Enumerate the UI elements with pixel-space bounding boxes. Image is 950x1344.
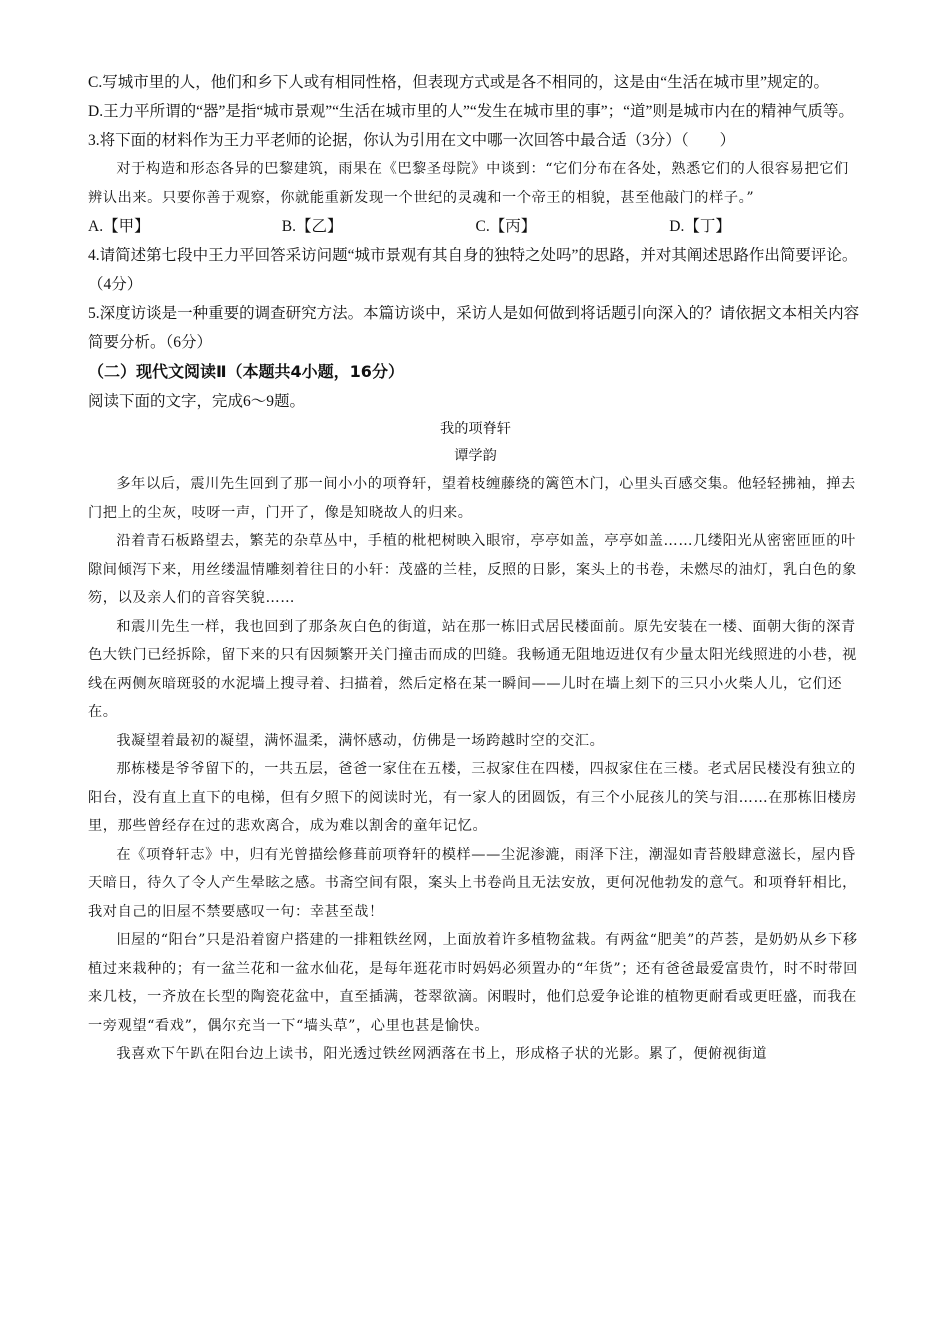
question-4: 4.请简述第七段中王力平回答采访问题“城市景观有其自身的独特之处吗”的思路，并对其阐述思路作出简要评论。（4分） xyxy=(88,247,858,293)
question-3-stem: 3.将下面的材料作为王力平老师的论据，你认为引用在文中哪一次回答中最合适（3分）（ ） xyxy=(88,132,736,149)
question-2-option-d: D.王力平所谓的“器”是指“城市景观”“生活在城市里的人”“发生在城市里的事”；“道”则是城市内在的精神气质等。 xyxy=(88,103,854,120)
question-3-material: 对于构造和形态各异的巴黎建筑，雨果在《巴黎圣母院》中谈到：“它们分布在各处，熟悉它们的人很容易把它们辨认出来。只要你善于观察，你就能重新发现一个世纪的灵魂和一个帝王的相貌，甚至他敲门的样子。” xyxy=(88,161,849,206)
option-b: B.【乙】 xyxy=(281,218,343,235)
article-paragraph: 我凝望着最初的凝望，满怀温柔，满怀感动，仿佛是一场跨越时空的交汇。 xyxy=(116,732,605,749)
article-paragraph: 和震川先生一样，我也回到了那条灰白色的街道，站在那一栋旧式居民楼面前。原先安装在一楼、面朝大街的深青色大铁门已经拆除，留下来的只有因频繁开关门撞击而成的凹缝。我畅通无阻地迈进仅有少量太阳光线照进的小巷，视线在两侧灰暗斑驳的水泥墙上搜寻着、扫描着，然后定格在某一瞬间——儿时在墙上刻下的三只小火柴人儿，它们还在。 xyxy=(88,618,857,720)
article-author: 谭学韵 xyxy=(454,448,497,464)
question-2-option-c: C.写城市里的人，他们和乡下人或有相同性格，但表现方式或是各不相同的，这是由“生活在城市里”规定的。 xyxy=(88,74,829,91)
option-a: A.【甲】 xyxy=(88,218,150,235)
article-paragraph: 沿着青石板路望去，繁芜的杂草丛中，手植的枇杷树映入眼帘，亭亭如盖，亭亭如盖……几缕阳光从密密匝匝的叶隙间倾泻下来，用丝缕温情雕刻着往日的小轩：茂盛的兰桂，反照的日影，案头上的书卷，未燃尽的油灯，乳白色的象笏，以及亲人们的音容笑貌…… xyxy=(88,533,857,606)
article-paragraph: 我喜欢下午趴在阳台边上读书，阳光透过铁丝网洒落在书上，形成格子状的光影。累了，便俯视街道 xyxy=(116,1046,768,1062)
option-c: C.【丙】 xyxy=(475,218,537,235)
section-heading: （二）现代文阅读Ⅱ（本题共4小题，16分） xyxy=(88,362,404,381)
article-title: 我的项脊轩 xyxy=(440,421,511,437)
article-paragraph: 那栋楼是爷爷留下的，一共五层，爸爸一家住在五楼，三叔家住在四楼，四叔家住在三楼。老式居民楼没有独立的阳台，没有直上直下的电梯，但有夕照下的阅读时光，有一家人的团圆饭，有三个小屁孩儿的笑与泪……在那栋旧楼房里，那些曾经存在过的悲欢离合，成为难以割舍的童年记忆。 xyxy=(88,761,857,834)
article-body xyxy=(88,470,863,1069)
option-d: D.【丁】 xyxy=(669,218,731,235)
article-paragraph: 多年以后，震川先生回到了那一间小小的项脊轩，望着枝缠藤绕的篱笆木门，心里头百感交集。他轻轻拂袖，掸去门把上的尘灰，吱呀一声，门开了，像是知晓故人的归来。 xyxy=(88,476,856,521)
article-paragraph: 在《项脊轩志》中，归有光曾描绘修葺前项脊轩的模样——尘泥渗漉，雨泽下注，潮湿如青苔般肆意滋长，屋内昏天暗日，待久了令人产生晕眩之感。书斋空间有限，案头上书卷尚且无法安放，更何况他勃发的意气。和项脊轩相比，我对自己的旧屋不禁要感叹一句：幸甚至哉！ xyxy=(88,846,857,920)
question-3-options xyxy=(88,212,863,241)
exam-page xyxy=(88,68,863,1069)
section-instruction: 阅读下面的文字，完成6～9题。 xyxy=(88,393,306,410)
article-paragraph: 旧屋的“阳台”只是沿着窗户搭建的一排粗铁丝网，上面放着许多植物盆栽。有两盆“肥美”的芦荟，是奶奶从乡下移植过来栽种的；有一盆兰花和一盆水仙花，是每年逛花市时妈妈必须置办的“年货”；还有爸爸最爱富贵竹，时不时带回来几枝，一齐放在长型的陶瓷花盆中，直至插满，苍翠欲滴。闲暇时，他们总爱争论谁的植物更耐看或更旺盛，而我在一旁观望“看戏”，偶尔充当一下“墙头草”，心里也甚是愉快。 xyxy=(88,932,858,1034)
question-5: 5.深度访谈是一种重要的调查研究方法。本篇访谈中，采访人是如何做到将话题引向深入的？请依据文本相关内容简要分析。（6分） xyxy=(88,305,860,351)
